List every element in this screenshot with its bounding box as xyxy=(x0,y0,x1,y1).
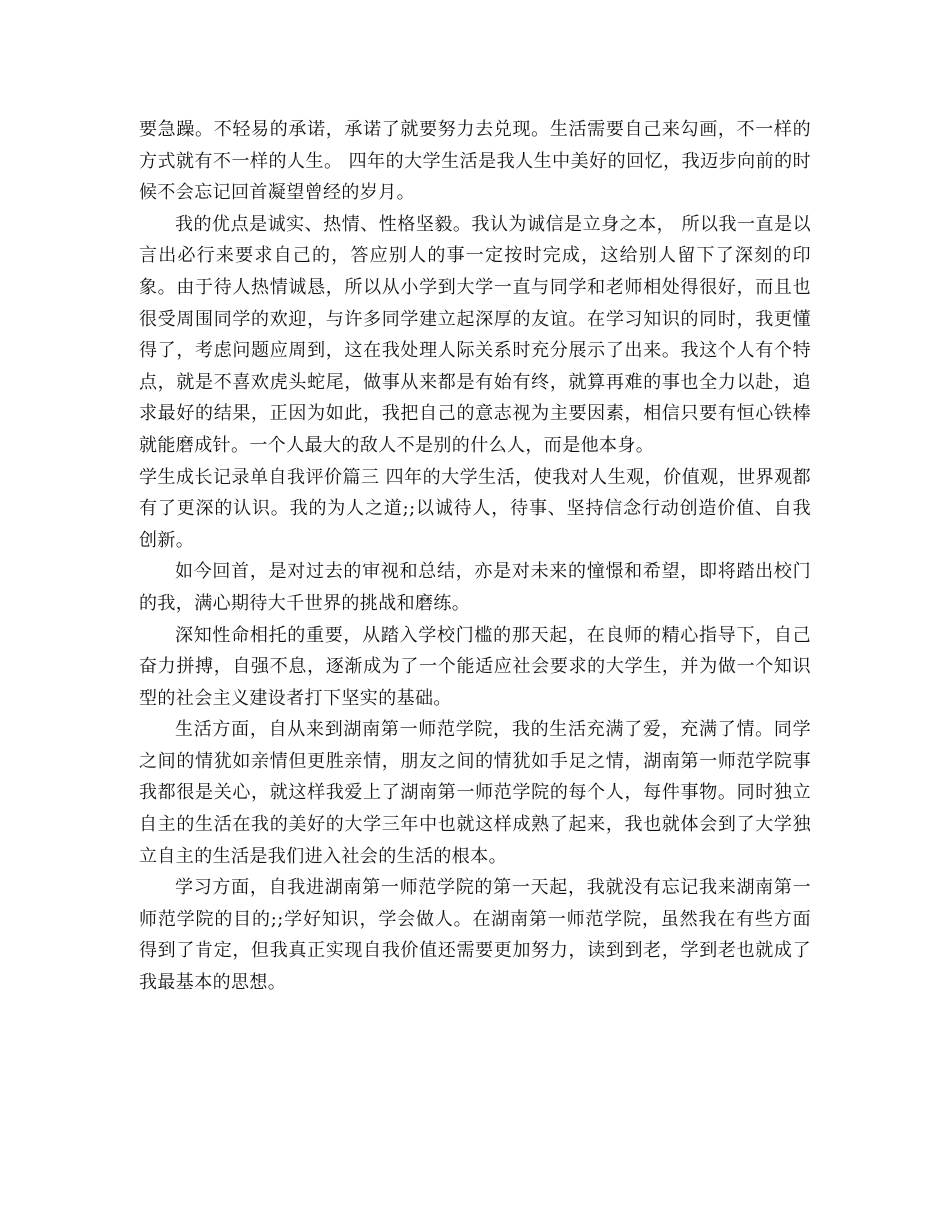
paragraph-2: 我的优点是诚实、热情、性格坚毅。我认为诚信是立身之本， 所以我一直是以言出必行来要求自己的，答应别人的事一定按时完成，这给别人留下了深刻的印象。由于待人热情诚恳，所以从小学到大学一直与同学和老师相处得很好，而且也很受周围同学的欢迎，与许多同学建立起深厚的友谊。在学习知识的同时，我更懂得了，考虑问题应周到，这在我处理人际关系时充分展示了出来。我这个人有个特点，就是不喜欢虎头蛇尾，做事从来都是有始有终，就算再难的事也全力以赴，追求最好的结果，正因为如此，我把自己的意志视为主要因素，相信只要有恒心铁棒就能磨成针。一个人最大的敌人不是别的什么人，而是他本身。 xyxy=(139,213,811,456)
paragraph-6: 生活方面，自从来到湖南第一师范学院，我的生活充满了爱，充满了情。同学之间的情犹如亲情但更胜亲情，朋友之间的情犹如手足之情，湖南第一师范学院事我都很是关心，就这样我爱上了湖南第一师范学院的每个人，每件事物。同时独立自主的生活在我的美好的大学三年中也就这样成熟了起来，我也就体会到了大学独立自主的生活是我们进入社会的生活的根本。 xyxy=(139,719,811,867)
paragraph-5: 深知性命相托的重要，从踏入学校门槛的那天起，在良师的精心指导下，自己奋力拼搏，自强不息，逐渐成为了一个能适应社会要求的大学生，并为做一个知识型的社会主义建设者打下坚实的基础。 xyxy=(139,624,811,709)
paragraph-4: 如今回首，是对过去的审视和总结，亦是对未来的憧憬和希望，即将踏出校门的我，满心期待大千世界的挑战和磨练。 xyxy=(139,561,811,614)
paragraph-1: 要急躁。不轻易的承诺，承诺了就要努力去兑现。生活需要自己来勾画，不一样的方式就有不一样的人生。 四年的大学生活是我人生中美好的回忆，我迈步向前的时候不会忘记回首凝望曾经的岁月。 xyxy=(139,119,811,204)
paragraph-3-heading: 学生成长记录单自我评价篇三 四年的大学生活，使我对人生观，价值观，世界观都有了更深的认识。我的为人之道;;以诚待人，待事、坚持信念行动创造价值、自我创新。 xyxy=(139,466,811,551)
document-body xyxy=(139,114,811,999)
paragraph-7: 学习方面，自我进湖南第一师范学院的第一天起，我就没有忘记我来湖南第一师范学院的目的;;学好知识，学会做人。在湖南第一师范学院，虽然我在有些方面得到了肯定，但我真正实现自我价值还需要更加努力，读到到老，学到老也就成了我最基本的思想。 xyxy=(139,877,811,994)
